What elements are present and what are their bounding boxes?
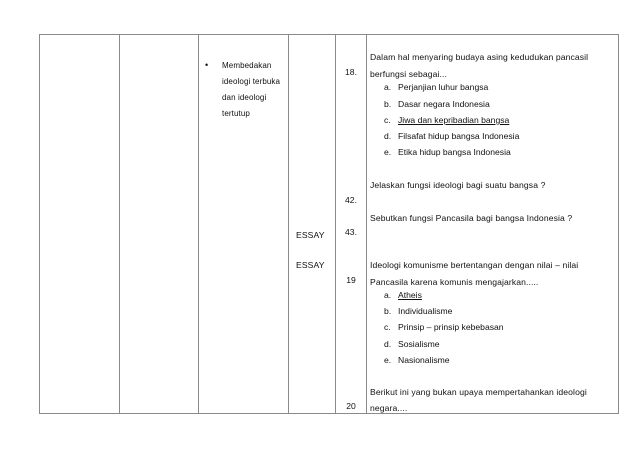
indicator-line: Membedakan [222,61,272,70]
question-number: 20 [346,401,356,411]
option-text: Individualisme [398,306,453,316]
col-border-4 [288,34,289,413]
table-top-border [39,34,619,35]
indicator-bullet: • [205,60,209,70]
question-stem-line: Ideologi komunisme bertentangan dengan nilai – nilai [370,260,579,270]
question-type: ESSAY [296,260,325,270]
option-text: Etika hidup bangsa Indonesia [398,147,511,157]
col-border-5 [335,34,336,413]
option-text-answer: Jiwa dan kepribadian bangsa [398,115,510,125]
option-label: e. [384,355,392,365]
table-bottom-border [39,413,619,414]
indicator-line: tertutup [222,109,250,118]
option-label: d. [384,339,392,349]
option-label: c. [384,322,391,332]
col-border-3 [198,34,199,413]
question-stem-line: Berikut ini yang bukan upaya mempertahankan ideologi [370,387,587,397]
option-label: b. [384,306,392,316]
col-border-2 [119,34,120,413]
question-stem-line: negara.... [370,403,408,413]
question-stem-line: Dalam hal menyaring budaya asing kedudukan pancasil [370,52,589,62]
indicator-line: dan ideologi [222,93,267,102]
question-stem-line: berfungsi sebagai... [370,69,448,79]
option-label: a. [384,82,392,92]
option-text: Prinsip – prinsip kebebasan [398,322,504,332]
question-type: ESSAY [296,230,325,240]
question-number: 19 [346,275,356,285]
option-text: Dasar negara Indonesia [398,99,490,109]
question-42: Jelaskan fungsi ideologi bagi suatu bangsa ? [370,180,546,190]
col-border-6 [366,34,367,413]
option-text: Sosialisme [398,339,440,349]
option-label: b. [384,99,392,109]
question-43: Sebutkan fungsi Pancasila bagi bangsa Indonesia ? [370,213,573,223]
question-stem-line: Pancasila karena komunis mengajarkan..... [370,277,539,287]
question-number: 18. [345,67,357,77]
option-text: Nasionalisme [398,355,450,365]
question-number: 42. [345,195,357,205]
option-label: d. [384,131,392,141]
indicator-line: ideologi terbuka [222,77,281,86]
option-text-answer: Atheis [398,290,422,300]
col-border-1 [39,34,40,413]
option-label: c. [384,115,391,125]
option-text: Filsafat hidup bangsa Indonesia [398,131,520,141]
col-border-7 [618,34,619,413]
option-text: Perjanjian luhur bangsa [398,82,489,92]
question-number: 43. [345,227,357,237]
option-label: a. [384,290,392,300]
option-label: e. [384,147,392,157]
